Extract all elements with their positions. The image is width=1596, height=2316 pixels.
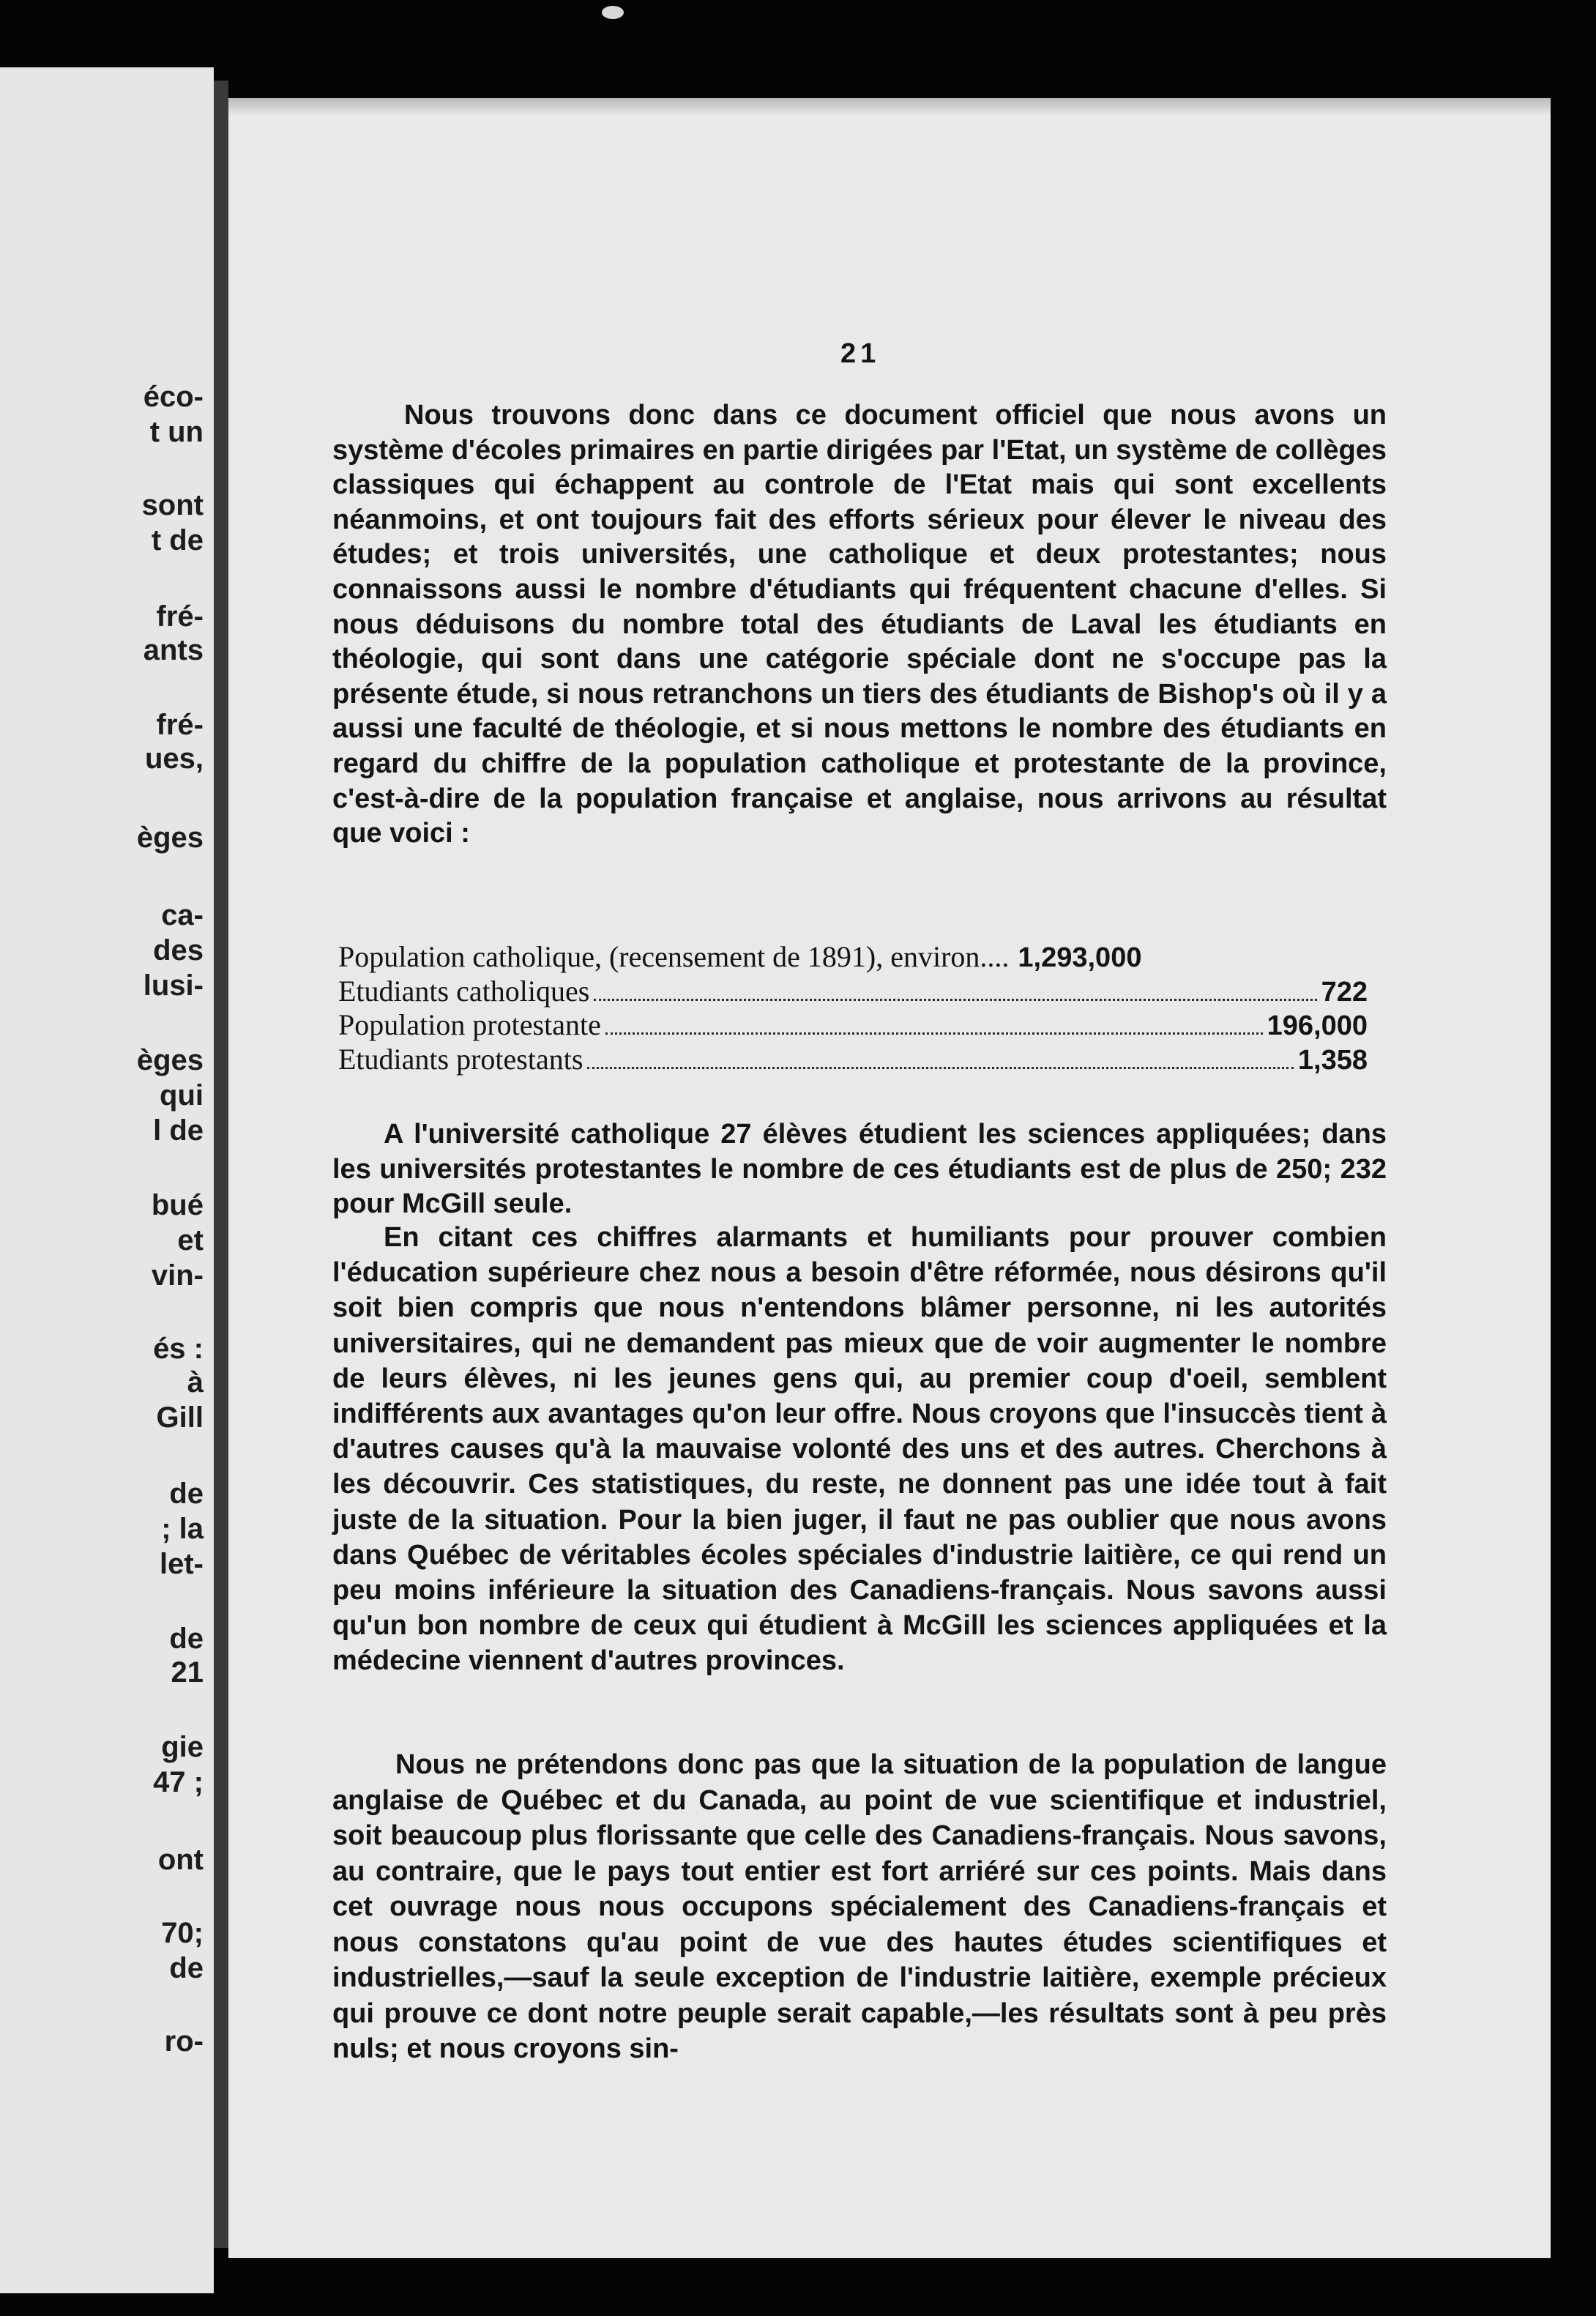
left-page-fragment: 70; [161,1917,204,1949]
stat-value: 1,293,000 [1018,942,1142,973]
left-page-fragment: sont [141,489,204,521]
stat-label: Etudiants catholiques [338,974,590,1008]
paragraph-sciences: A l'université catholique 27 élèves étudient les sciences appliquées; dans les universités protestantes le nombre de ces étudiants est de plus de 250; 232 pour McGill seule. [332,1119,1387,1219]
paragraph-intro: Nous trouvons donc dans ce document officiel que nous avons un système d'écoles primaires en partie dirigées par l'Etat, un système de collèges classiques qui échappent au controle de l'Etat mais qui sont excellents néanmoins, et ont toujours fait des efforts sérieux pour élever le niveau des études; et trois universités, une catholique et deux protestantes; nous connaissons aussi le nombre d'étudiants qui fréquentent chacune d'elles. Si nous déduisons du nombre total des étudiants de Laval les étudiants en théologie, qui sont dans une catégorie spéciale dont ne s'occupe pas la présente étude, si nous retranchons un tiers des étudiants de Bishop's où il y a aussi une faculté de théologie, et si nous mettons le nombre des étudiants en regard du chiffre de la population catholique et protestante de la province, c'est-à-dire de la population française et anglaise, nous arrivons au résultat que voici : [332,400,1387,849]
dot-leader [594,991,1316,1001]
page-top-shadow [228,98,1551,116]
stat-row [338,940,1368,975]
left-page-edge [0,67,214,2293]
stat-row [338,1008,1368,1043]
paragraph-conclusion: Nous ne prétendons donc pas que la situation de la population de langue anglaise de Québec et du Canada, au point de vue scientifique et industriel, soit beaucoup plus florissante que celle des Canadiens-français. Nous savons, au contraire, que le pays tout entier est fort arriéré sur ces points. Mais dans cet ouvrage nous nous occupons spécialement des Canadiens-français et nous constatons qu'au point de vue des hautes études scientifiques et industrielles,—sauf la seule exception de l'industrie laitière, exemple précieux qui prouve ce dont notre peuple serait capable,—les résultats sont à peu près nuls; et nous croyons sin- [332,1749,1387,2064]
stat-label: Population protestante [338,1008,601,1041]
page-number: 21 [840,338,881,369]
dust-speck [602,6,624,19]
left-page-fragment: fré- [156,600,204,633]
left-page-fragment: t de [151,524,204,556]
left-page-fragment: de [169,1952,204,1984]
stat-value: 722 [1321,976,1368,1008]
left-page-fragment: qui [160,1079,204,1112]
left-page-fragment: bué [151,1189,204,1221]
left-page-fragment: 21 [171,1656,204,1688]
stat-value: 196,000 [1267,1010,1368,1041]
left-page-fragment: ca- [161,899,204,931]
stat-value: 1,358 [1297,1044,1368,1076]
left-page-fragment: ; la [161,1513,204,1545]
stat-label: Etudiants protestants [338,1042,583,1076]
left-page-fragment: à [187,1366,204,1399]
left-page-fragment: éco- [143,381,204,413]
left-page-fragment: des [153,934,204,967]
left-page-fragment: ont [157,1844,204,1876]
left-page-fragment: Gill [156,1401,204,1434]
statistics-table [338,940,1368,1076]
book-page [228,98,1551,2258]
left-page-fragment: fré- [156,709,204,741]
left-page-fragment: vin- [151,1259,204,1292]
paragraph-figures: En citant ces chiffres alarmants et humiliants pour prouver combien l'éducation supérieure chez nous a besoin d'être réformée, nous désirons qu'il soit bien compris que nous n'entendons blâmer personne, ni les autorités universitaires, qui ne demandent pas mieux que de voir augmenter le nombre de leurs élèves, ni les jeunes gens qui, au premier coup d'oeil, semblent indifférents aux avantages qu'on leur offre. Nous croyons que l'insuccès tient à d'autres causes qu'à la mauvaise volonté des uns et des autres. Cherchons à les découvrir. Ces statistiques, du reste, ne donnent pas une idée tout à fait juste de la situation. Pour la bien juger, il faut ne pas oublier que nous avons dans Québec de véritables écoles spéciales d'industrie laitière, ce qui rend un peu moins inférieure la situation des Canadiens-français. Nous savons aussi qu'un bon nombre de ceux qui étudient à McGill les sciences appliquées et la médecine viennent d'autres provinces. [332,1222,1387,1677]
left-page-fragment: èges [136,822,204,854]
left-page-fragment: t un [149,416,204,448]
left-page-fragment: gie [161,1731,204,1763]
dot-leader [605,1025,1263,1035]
left-page-fragment: èges [136,1044,204,1076]
left-page-fragment: ants [143,634,204,666]
dot-leader [587,1060,1294,1069]
left-page-fragment: 47 ; [153,1766,204,1798]
left-page-fragment: let- [160,1548,204,1580]
left-page-fragment: et [177,1224,204,1256]
left-page-fragment: de [169,1478,204,1510]
stat-row [338,975,1368,1009]
left-page-fragment: és : [153,1333,204,1365]
left-page-fragment: ro- [164,2025,204,2058]
book-spine [214,81,228,2248]
left-page-fragment: l de [153,1114,204,1147]
stat-row [338,1043,1368,1077]
stat-label: Population catholique, (recensement de 1891), environ.... [338,940,1010,973]
left-page-fragment: lusi- [143,969,204,1002]
left-page-fragment: de [169,1623,204,1655]
left-page-fragment: ues, [144,742,204,775]
